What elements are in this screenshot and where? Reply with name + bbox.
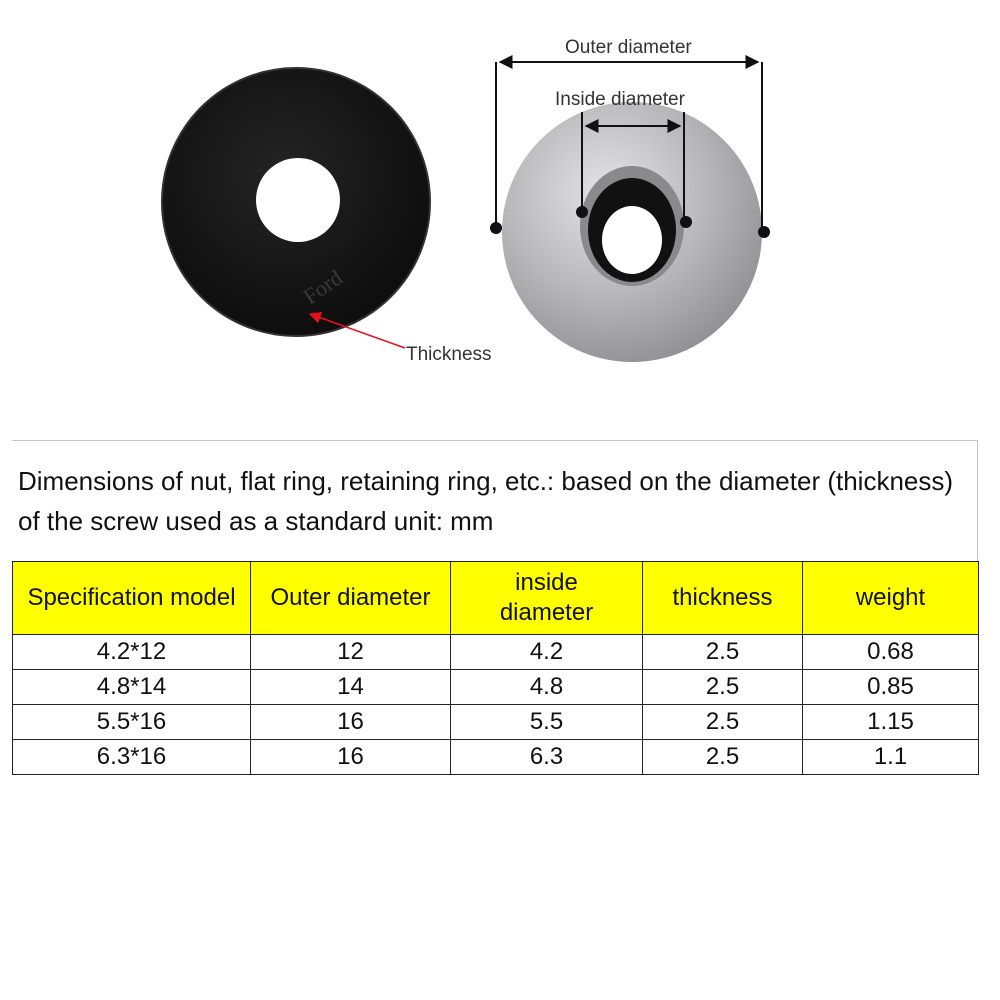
spec-header-row xyxy=(13,562,979,635)
watermark: Ford xyxy=(298,264,347,310)
cell-thickness: 2.5 xyxy=(643,670,803,705)
cell-weight: 0.68 xyxy=(803,635,979,670)
cell-outer-diameter: 12 xyxy=(251,635,451,670)
cell-outer-diameter: 14 xyxy=(251,670,451,705)
cell-inside-diameter: 4.8 xyxy=(451,670,643,705)
cell-thickness: 2.5 xyxy=(643,705,803,740)
table-row xyxy=(13,635,979,670)
cell-specification-model: 5.5*16 xyxy=(13,705,251,740)
washer-dimension-figure xyxy=(0,0,1000,400)
spec-table xyxy=(12,561,979,775)
cell-weight: 0.85 xyxy=(803,670,979,705)
cell-inside-diameter: 6.3 xyxy=(451,740,643,775)
cell-inside-diameter: 5.5 xyxy=(451,705,643,740)
cell-specification-model: 4.8*14 xyxy=(13,670,251,705)
col-header-specification-model: Specification model xyxy=(13,562,251,635)
spec-block xyxy=(12,440,978,775)
table-row xyxy=(13,670,979,705)
col-header-weight: weight xyxy=(803,562,979,635)
col-header-outer-diameter: Outer diameter xyxy=(251,562,451,635)
inside-diameter-label: Inside diameter xyxy=(555,89,685,110)
table-row xyxy=(13,705,979,740)
col-header-inside-diameter: inside diameter xyxy=(451,562,643,635)
cell-thickness: 2.5 xyxy=(643,740,803,775)
col-header-thickness: thickness xyxy=(643,562,803,635)
cell-specification-model: 4.2*12 xyxy=(13,635,251,670)
cell-outer-diameter: 16 xyxy=(251,740,451,775)
cell-specification-model: 6.3*16 xyxy=(13,740,251,775)
cell-thickness: 2.5 xyxy=(643,635,803,670)
cell-weight: 1.15 xyxy=(803,705,979,740)
outer-diameter-label: Outer diameter xyxy=(565,37,692,58)
rubber-washer-photo xyxy=(162,68,430,336)
thickness-label: Thickness xyxy=(406,344,492,365)
steel-washer-photo xyxy=(502,102,762,362)
spec-caption: Dimensions of nut, flat ring, retaining ring, etc.: based on the diameter (thickness) of the screw used as a standard unit: mm xyxy=(12,441,978,561)
cell-outer-diameter: 16 xyxy=(251,705,451,740)
table-row xyxy=(13,740,979,775)
cell-weight: 1.1 xyxy=(803,740,979,775)
cell-inside-diameter: 4.2 xyxy=(451,635,643,670)
